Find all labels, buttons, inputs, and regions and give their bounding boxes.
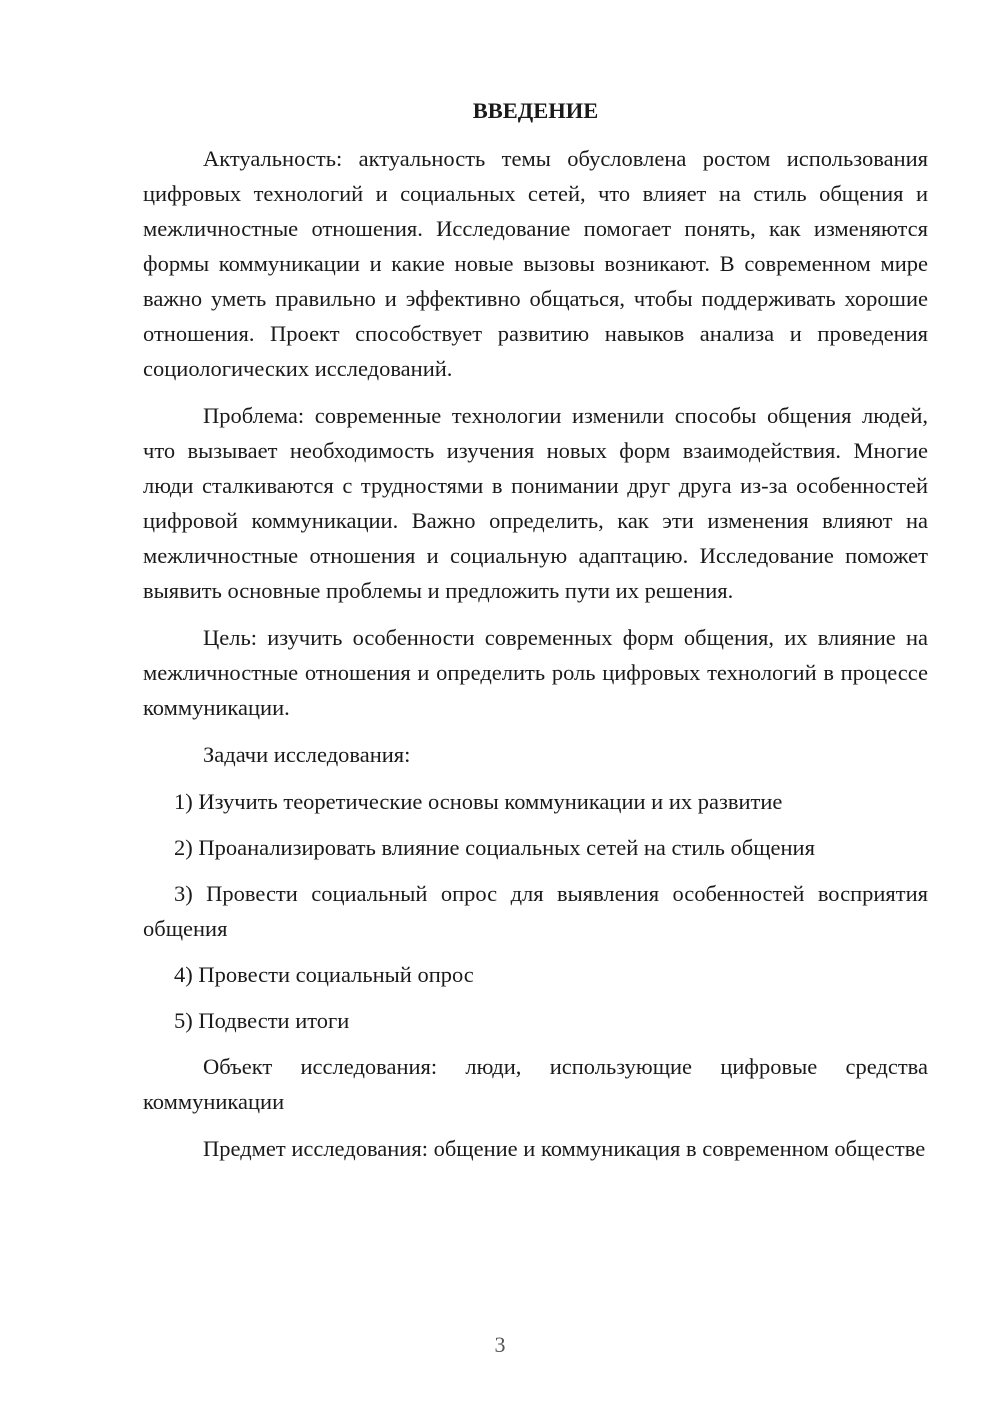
task-item: 5) Подвести итоги bbox=[174, 1008, 350, 1033]
task-item: 3) Провести социальный опрос для выявления особенностей восприятия общения bbox=[143, 881, 928, 941]
goal-paragraph: Цель: изучить особенности современных форм общения, их влияние на межличностные отношения и определить роль цифровых технологий в процессе коммуникации. bbox=[143, 625, 928, 720]
task-item: 2) Проанализировать влияние социальных сетей на стиль общения bbox=[174, 835, 815, 860]
page-content bbox=[143, 93, 928, 1178]
task-item: 4) Провести социальный опрос bbox=[174, 962, 474, 987]
task-item: 1) Изучить теоретические основы коммуникации и их развитие bbox=[174, 789, 783, 814]
relevance-paragraph: Актуальность: актуальность темы обусловлена ростом использования цифровых технологий и социальных сетей, что влияет на стиль общения и межличностные отношения. Исследование помогает понять, как изменяются формы коммуникации и какие новые вызовы возникают. В современном мире важно уметь правильно и эффективно общаться, чтобы поддерживать хорошие отношения. Проект способствует развитию навыков анализа и проведения социологических исследований. bbox=[143, 146, 928, 381]
research-subject-paragraph: Предмет исследования: общение и коммуникация в современном обществе bbox=[203, 1136, 926, 1161]
page-number: 3 bbox=[494, 1332, 506, 1357]
tasks-heading: Задачи исследования: bbox=[203, 742, 411, 767]
section-heading: ВВЕДЕНИЕ bbox=[472, 98, 599, 123]
problem-paragraph: Проблема: современные технологии изменили способы общения людей, что вызывает необходимость изучения новых форм взаимодействия. Многие люди сталкиваются с трудностями в понимании друг друга из-за особенностей цифровой коммуникации. Важно определить, как эти изменения влияют на межличностные отношения и социальную адаптацию. Исследование поможет выявить основные проблемы и предложить пути их решения. bbox=[143, 403, 928, 603]
research-object-paragraph: Объект исследования: люди, использующие цифровые средства коммуникации bbox=[143, 1054, 928, 1114]
